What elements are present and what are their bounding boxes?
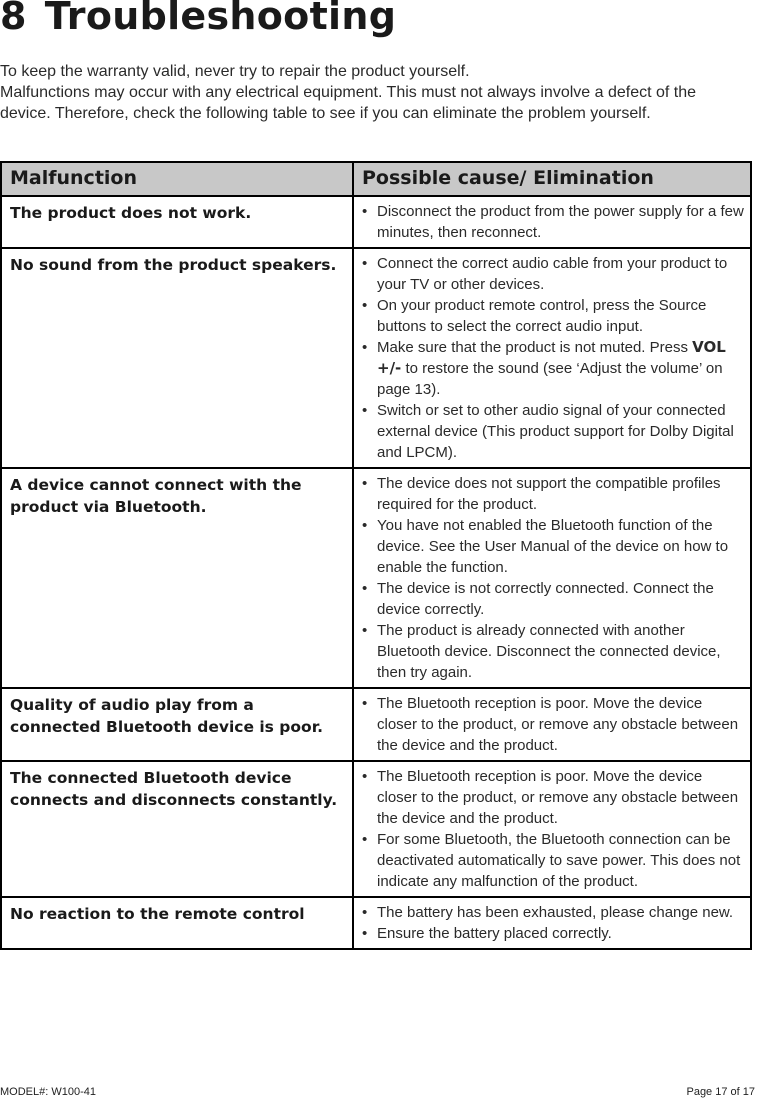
cause-text: Disconnect the product from the power supply for a few minutes, then reconnect. bbox=[377, 203, 744, 241]
bullet-icon: • bbox=[362, 622, 368, 639]
cause-bold-key: VOL +/- bbox=[377, 338, 726, 377]
cause-item bbox=[360, 337, 744, 400]
bullet-icon: • bbox=[362, 831, 368, 848]
table-header-row bbox=[1, 162, 751, 196]
cause-item bbox=[360, 400, 744, 463]
cause-text: For some Bluetooth, the Bluetooth connection can be deactivated automatically to save power. This does not indicate any malfunction of the product. bbox=[377, 831, 741, 890]
bullet-icon: • bbox=[362, 904, 368, 921]
cause-text: The product is already connected with another Bluetooth device. Disconnect the connected device, then try again. bbox=[377, 622, 721, 681]
header-malfunction: Malfunction bbox=[1, 162, 353, 196]
bullet-icon: • bbox=[362, 517, 368, 534]
malfunction-cell: Quality of audio play from a connected Bluetooth device is poor. bbox=[1, 688, 353, 761]
cause-list bbox=[360, 766, 744, 892]
cause-text: Switch or set to other audio signal of your connected external device (This product support for Dolby Digital and LPCM). bbox=[377, 402, 734, 461]
cause-item bbox=[360, 829, 744, 892]
bullet-icon: • bbox=[362, 475, 368, 492]
malfunction-cell: No sound from the product speakers. bbox=[1, 248, 353, 468]
troubleshooting-table bbox=[0, 161, 752, 950]
cause-text: Connect the correct audio cable from your product to your TV or other devices. bbox=[377, 255, 728, 293]
cause-text: The device is not correctly connected. Connect the device correctly. bbox=[377, 580, 714, 618]
bullet-icon: • bbox=[362, 203, 368, 220]
cause-item bbox=[360, 473, 744, 515]
cause-item bbox=[360, 295, 744, 337]
cause-list bbox=[360, 253, 744, 463]
footer-page-number: Page 17 of 17 bbox=[686, 1086, 755, 1098]
section-title: Troubleshooting bbox=[44, 0, 397, 38]
bullet-icon: • bbox=[362, 297, 368, 314]
cause-text: On your product remote control, press the Source buttons to select the correct audio input. bbox=[377, 297, 707, 335]
bullet-icon: • bbox=[362, 402, 368, 419]
cause-text: Make sure that the product is not muted. Press bbox=[377, 339, 693, 356]
cause-item bbox=[360, 578, 744, 620]
bullet-icon: • bbox=[362, 580, 368, 597]
table-body bbox=[1, 196, 751, 949]
cause-text: You have not enabled the Bluetooth function of the device. See the User Manual of the device on how to enable the function. bbox=[377, 517, 729, 576]
cause-list bbox=[360, 201, 744, 243]
cause-list bbox=[360, 902, 744, 944]
cause-item bbox=[360, 693, 744, 756]
bullet-icon: • bbox=[362, 339, 368, 356]
malfunction-cell: No reaction to the remote control bbox=[1, 897, 353, 949]
cause-cell bbox=[353, 897, 751, 949]
intro-paragraph: Malfunctions may occur with any electrical equipment. This must not always involve a defect of the device. Therefore, check the following table to see if you can eliminate the problem yourself. bbox=[0, 84, 697, 122]
bullet-icon: • bbox=[362, 768, 368, 785]
cause-cell bbox=[353, 688, 751, 761]
page-title bbox=[0, 0, 396, 38]
cause-cell bbox=[353, 248, 751, 468]
bullet-icon: • bbox=[362, 255, 368, 272]
cause-item bbox=[360, 923, 744, 944]
intro-text bbox=[0, 61, 745, 124]
cause-text: to restore the sound (see ‘Adjust the volume’ on page 13). bbox=[377, 360, 723, 398]
malfunction-cell: A device cannot connect with the product via Bluetooth. bbox=[1, 468, 353, 688]
table-row bbox=[1, 761, 751, 897]
section-number: 8 bbox=[0, 0, 27, 38]
cause-text: The Bluetooth reception is poor. Move the device closer to the product, or remove any obstacle between the device and the product. bbox=[377, 768, 739, 827]
malfunction-cell: The connected Bluetooth device connects and disconnects constantly. bbox=[1, 761, 353, 897]
footer-model: MODEL#: W100-41 bbox=[0, 1086, 96, 1098]
table-row bbox=[1, 688, 751, 761]
cause-item bbox=[360, 620, 744, 683]
cause-item bbox=[360, 253, 744, 295]
cause-cell bbox=[353, 468, 751, 688]
cause-cell bbox=[353, 761, 751, 897]
table-row bbox=[1, 468, 751, 688]
bullet-icon: • bbox=[362, 925, 368, 942]
cause-item bbox=[360, 766, 744, 829]
cause-cell bbox=[353, 196, 751, 248]
cause-text: The battery has been exhausted, please change new. bbox=[377, 904, 734, 921]
cause-item bbox=[360, 515, 744, 578]
cause-text: The device does not support the compatible profiles required for the product. bbox=[377, 475, 721, 513]
cause-item bbox=[360, 902, 744, 923]
bullet-icon: • bbox=[362, 695, 368, 712]
cause-list bbox=[360, 693, 744, 756]
malfunction-cell: The product does not work. bbox=[1, 196, 353, 248]
table-row bbox=[1, 248, 751, 468]
intro-paragraph: To keep the warranty valid, never try to repair the product yourself. bbox=[0, 63, 470, 80]
cause-text: Ensure the battery placed correctly. bbox=[377, 925, 612, 942]
table-row bbox=[1, 196, 751, 248]
cause-text: The Bluetooth reception is poor. Move the device closer to the product, or remove any obstacle between the device and the product. bbox=[377, 695, 739, 754]
table-row bbox=[1, 897, 751, 949]
cause-list bbox=[360, 473, 744, 683]
header-cause: Possible cause/ Elimination bbox=[353, 162, 751, 196]
cause-item bbox=[360, 201, 744, 243]
